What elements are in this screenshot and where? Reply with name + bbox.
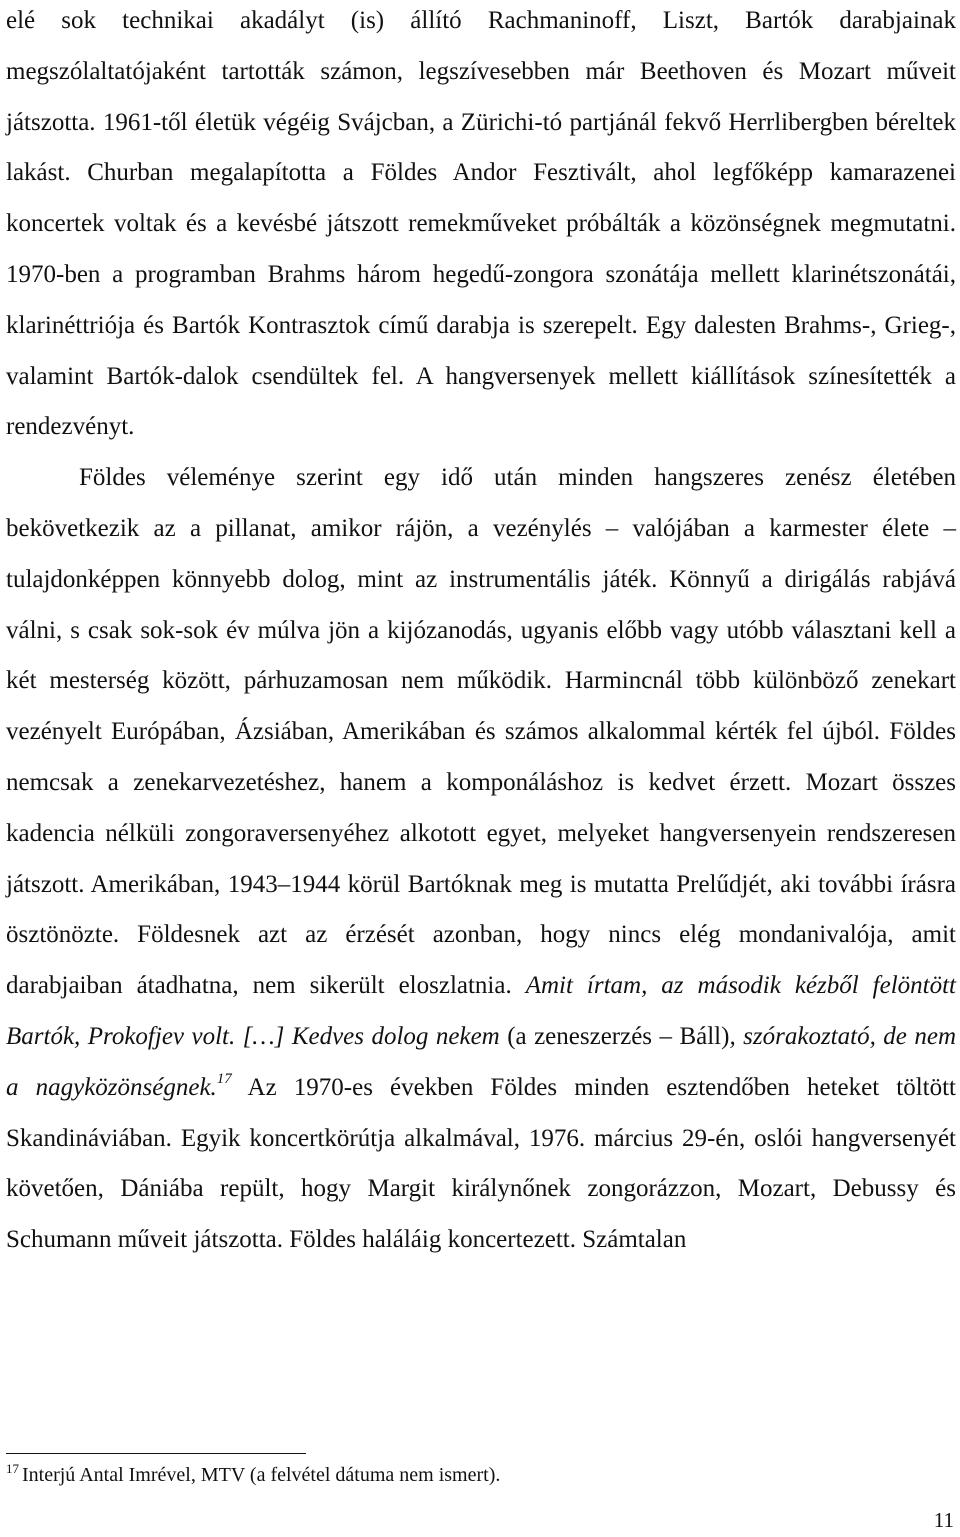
quote-part-1: Amit írtam, az második kézből felöntött Bartók, Prokofjev volt. […] Kedves dolog nekem [6,972,956,1050]
quote-insertion: (a zeneszerzés – Báll) [499,1022,730,1050]
footnote-text: Interjú Antal Imrével, MTV (a felvétel dátuma nem ismert). [22,1464,501,1486]
quote-part-2: , szórakoztató, de nem a nagyközönségnek. [6,1022,956,1101]
paragraph-2 [6,453,956,1266]
page-body [6,0,956,1266]
footnote [6,1462,500,1488]
paragraph-2-text-b: Az 1970-es években Földes minden esztendőben heteket töltött Skandináviában. Egyik koncertkörútja alkalmával, 1976. március 29-én, oslói hangversenyét követően, Dániába repült, hogy Margit királynőnek zongorázzon, Mozart, Debussy és Schumann műveit játszotta. Földes haláláig koncertezett. Számtalan [6,1073,956,1254]
footnote-separator [6,1453,306,1454]
footnote-number: 17 [6,1461,19,1476]
page-number: 11 [933,1508,954,1532]
footnote-reference: 17 [216,1070,232,1087]
paragraph-1: elé sok technikai akadályt (is) állító Rachmaninoff, Liszt, Bartók darabjainak megszólaltatójaként tartották számon, legszívesebben már Beethoven és Mozart műveit játszotta. 1961-től életük végéig Svájcban, a Zürichi-tó partjánál fekvő Herrlibergben béreltek lakást. Churban megalapította a Földes Andor Fesztivált, ahol legfőképp kamarazenei koncertek voltak és a kevésbé játszott remekműveket próbálták a közönségnek megmutatni. 1970-ben a programban Brahms három hegedű-zongora szonátája mellett klarinétszonátái, klarinéttriója és Bartók Kontrasztok című darabja is szerepelt. Egy dalesten Brahms-, Grieg-, valamint Bartók-dalok csendültek fel. A hangversenyek mellett kiállítások színesítették a rendezvényt. [6,7,956,441]
paragraph-2-text-a: Földes véleménye szerint egy idő után minden hangszeres zenész életében bekövetkezik az a pillanat, amikor rájön, a vezénylés – valójában a karmester élete –tulajdonképpen könnyebb dolog, mint az instrumentális játék. Könnyű a dirigálás rabjává válni, s csak sok-sok év múlva jön a kijózanodás, ugyanis előbb vagy utóbb választani kell a két mesterség között, párhuzamosan nem működik. Harmincnál több különböző zenekart vezényelt Európában, Ázsiában, Amerikában és számos alkalommal kérték fel újból. Földes nemcsak a zenekarvezetéshez, hanem a komponáláshoz is kedvet érzett. Mozart összes kadencia nélküli zongoraversenyéhez alkotott egyet, melyeket hangversenyein rendszeresen játszott. Amerikában, 1943–1944 körül Bartóknak meg is mutatta Prelűdjét, aki további írásra ösztönözte. Földesnek azt az érzését azonban, hogy nincs elég mondanivalója, amit darabjaiban átadhatna, nem sikerült eloszlatnia. [6,464,956,1000]
